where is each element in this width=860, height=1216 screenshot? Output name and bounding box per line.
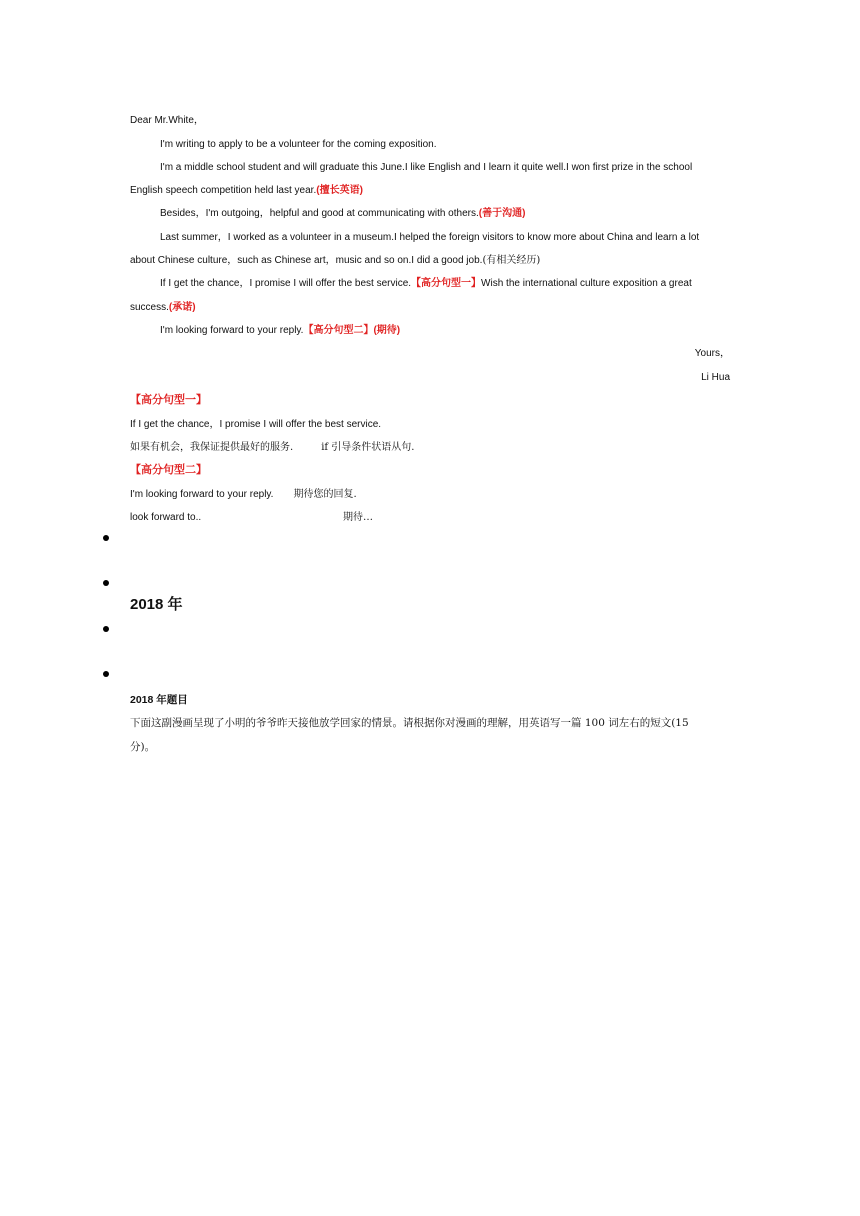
note-experience: (有相关经历) [482,255,541,266]
paragraph-2-text: English speech competition held last year. [130,185,317,196]
paragraph-6-text: I'm looking forward to your reply. [160,325,304,336]
paragraph-4-line-2 [130,254,730,268]
closing: Yours， [694,348,730,359]
bullet-2 [103,580,109,586]
paragraph-5-end: success. [130,302,169,313]
notes-tag-2: 【高分句型二】 [130,464,207,476]
notes-en-2: I'm looking forward to your reply. [130,489,274,500]
prompt-line-1: 下面这副漫画呈现了小明的爷爷昨天接他放学回家的情景。请根据你对漫画的理解，用英语写一篇 100 词左右的短文(15 [130,717,689,729]
notes-cn-3: 期待… [343,512,373,523]
note-communication: (善于沟通) [478,208,526,219]
tag-sentence-pattern-2: 【高分句型二】 [303,325,374,336]
paragraph-5-text: If I get the chance，I promise I will offer the best service. [160,278,412,289]
notes-en-3: look forward to.. [130,512,202,523]
paragraph-4-line-1: Last summer，I worked as a volunteer in a museum.I helped the foreign visitors to know more about China and learn a lot [160,232,700,243]
year-heading: 2018 年 [130,596,183,613]
paragraph-5-line-2 [130,301,730,315]
notes-phrase [130,511,730,525]
paragraph-2-line-2 [130,184,730,198]
section-subheading: 2018 年题目 [130,694,188,706]
notes-sentence-2 [130,488,730,502]
note-good-at-english: (擅长英语) [316,185,363,196]
paragraph-2-line-1: I'm a middle school student and will graduate this June.I like English and I learn it quite well.I won first prize in the school [160,162,693,173]
bullet-3 [103,626,109,632]
paragraph-3-text: Besides，I'm outgoing，helpful and good at communicating with others. [160,208,479,219]
paragraph-1: I'm writing to apply to be a volunteer for the coming exposition. [160,139,437,150]
notes-translation-1 [130,441,730,455]
salutation: Dear Mr.White， [130,115,204,126]
paragraph-5-line-1 [160,277,730,291]
notes-cn-1: 如果有机会，我保证提供最好的服务. [130,442,294,453]
signature: Li Hua [701,372,730,383]
notes-cn-2: 期待您的回复. [293,489,357,500]
note-promise: (承诺) [168,302,196,313]
notes-sentence-1: If I get the chance，I promise I will offer the best service. [130,419,382,430]
notes-explanation-1: if 引导条件状语从句. [321,442,415,453]
note-expectation: (期待) [373,325,401,336]
paragraph-5-tail: Wish the international culture exposition a great [481,278,692,289]
paragraph-4-text: about Chinese culture，such as Chinese art，music and so on.I did a good job. [130,255,483,266]
tag-sentence-pattern-1: 【高分句型一】 [411,278,482,289]
prompt-line-2: 分)。 [130,741,156,753]
bullet-4 [103,671,109,677]
notes-tag-1: 【高分句型一】 [130,394,207,406]
paragraph-6 [160,324,730,338]
paragraph-3 [160,207,730,221]
bullet-1 [103,535,109,541]
